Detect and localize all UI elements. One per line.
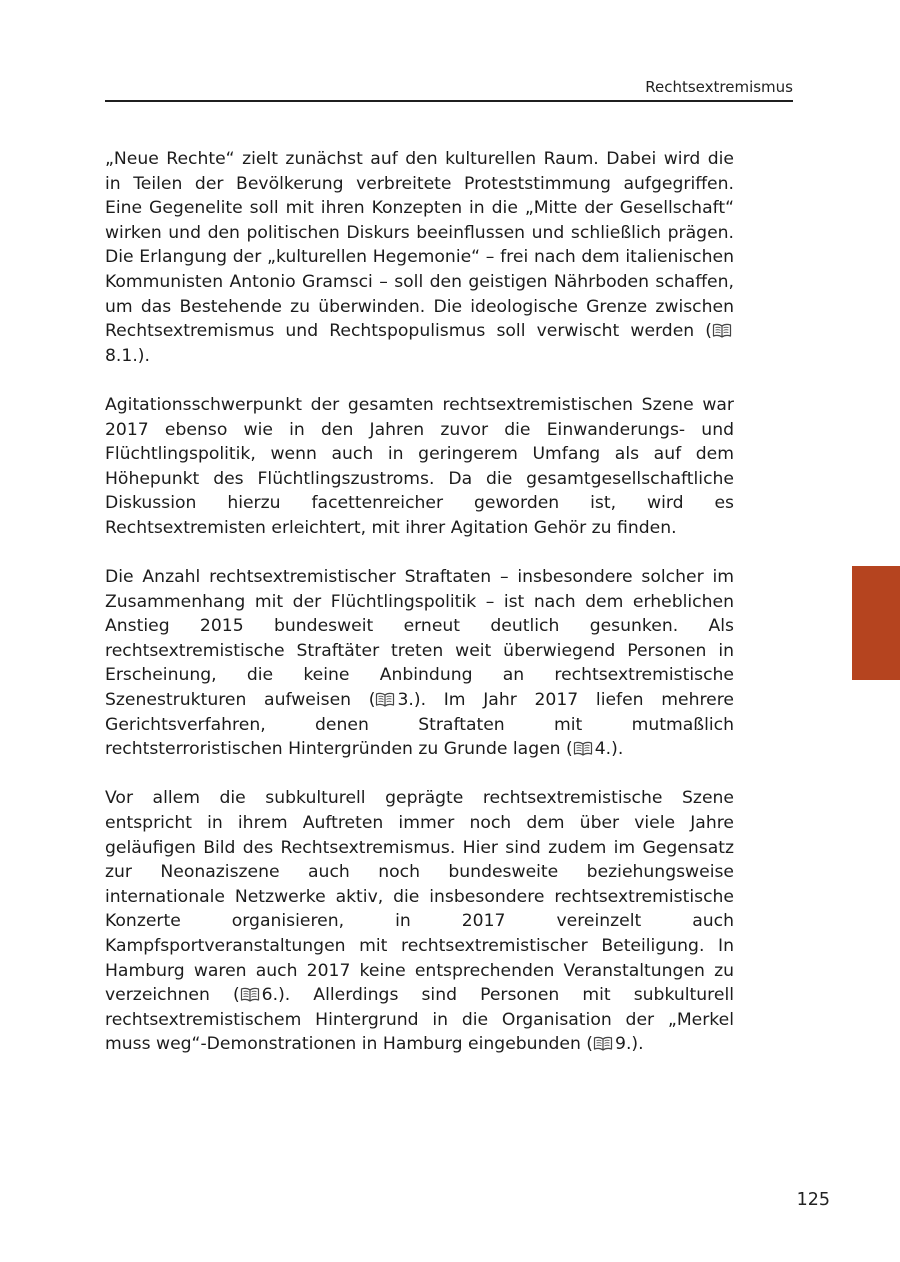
book-icon <box>712 323 732 338</box>
running-header <box>105 76 793 102</box>
body-text <box>105 147 734 1082</box>
paragraph-3-text: Die Anzahl rechtsextremistischer Straftaten – insbesondere solcher im Zusammenhang mit der Flüchtlingspolitik – ist nach dem erheblichen Anstieg 2015 bundesweit erneut deutlich gesunken. Als rechtsextremistische Straftäter treten weit überwiegend Personen in Erscheinung, die keine Anbindung an rechtsextremistische Szenestrukturen aufweisen ( <box>105 567 734 711</box>
paragraph-4-text: Vor allem die subkulturell geprägte rechtsextremistische Szene entspricht in ihrem Auftreten immer noch dem über viele Jahre geläufigen Bild des Rechtsextremismus. Hier sind zudem im Gegensatz zur Neonaziszene auch noch bundesweite beziehungsweise internationale Netzwerke aktiv, die insbesondere rechtsextremistische Konzerte organisieren, in 2017 vereinzelt auch Kampfsportveranstaltungen mit rechtsextremistischer Beteiligung. In Hamburg waren auch 2017 keine entsprechenden Veranstaltungen zu verzeichnen ( <box>105 788 734 1006</box>
paragraph-3 <box>105 565 734 762</box>
book-icon <box>375 692 395 707</box>
reference-8-1: 8.1.). <box>105 345 150 366</box>
paragraph-2: Agitationsschwerpunkt der gesamten rechtsextremistischen Szene war 2017 ebenso wie in den Jahren zuvor die Einwanderungs- und Flüchtlingspolitik, wenn auch in geringerem Umfang als auf dem Höhepunkt des Flüchtlingszustroms. Da die gesamtgesellschaftliche Diskussion hierzu facettenreicher geworden ist, wird es Rechtsextremisten erleichtert, mit ihrer Agitation Gehör zu finden. <box>105 394 734 538</box>
reference-3-text: 3.). Im Jahr 2017 liefen mehrere Gerichtsverfahren, denen Straftaten mit mutmaßlich rechtsterroristischen Hintergründen zu Grunde lagen ( <box>105 690 734 760</box>
reference-9: 9.). <box>615 1034 644 1055</box>
chapter-tab-marker <box>852 566 900 680</box>
book-icon <box>240 987 260 1002</box>
paragraph-4 <box>105 786 734 1057</box>
reference-6-text: 6.). Allerdings sind Personen mit subkulturell rechtsextremistischem Hintergrund in die Organisation der „Merkel muss weg“-Demonstrationen in Hamburg eingebunden ( <box>105 985 734 1055</box>
paragraph-1-text: „Neue Rechte“ zielt zunächst auf den kulturellen Raum. Dabei wird die in Teilen der Bevölkerung verbreitete Proteststimmung aufgegriffen. Eine Gegenelite soll mit ihren Konzepten in die „Mitte der Gesellschaft“ wirken und den politischen Diskurs beeinflussen und schließlich prägen. Die Erlangung der „kulturellen Hegemonie“ – frei nach dem italienischen Kommunisten Antonio Gramsci – soll den geistigen Nährboden schaffen, um das Bestehende zu überwinden. Die ideologische Grenze zwischen Rechtsextremismus und Rechtspopulismus soll verwischt werden ( <box>105 149 734 342</box>
page-number: 125 <box>796 1190 830 1210</box>
book-icon <box>593 1036 613 1051</box>
book-icon <box>573 741 593 756</box>
paragraph-1 <box>105 147 734 368</box>
running-header-title: Rechtsextremismus <box>645 78 793 96</box>
reference-4: 4.). <box>594 739 624 760</box>
